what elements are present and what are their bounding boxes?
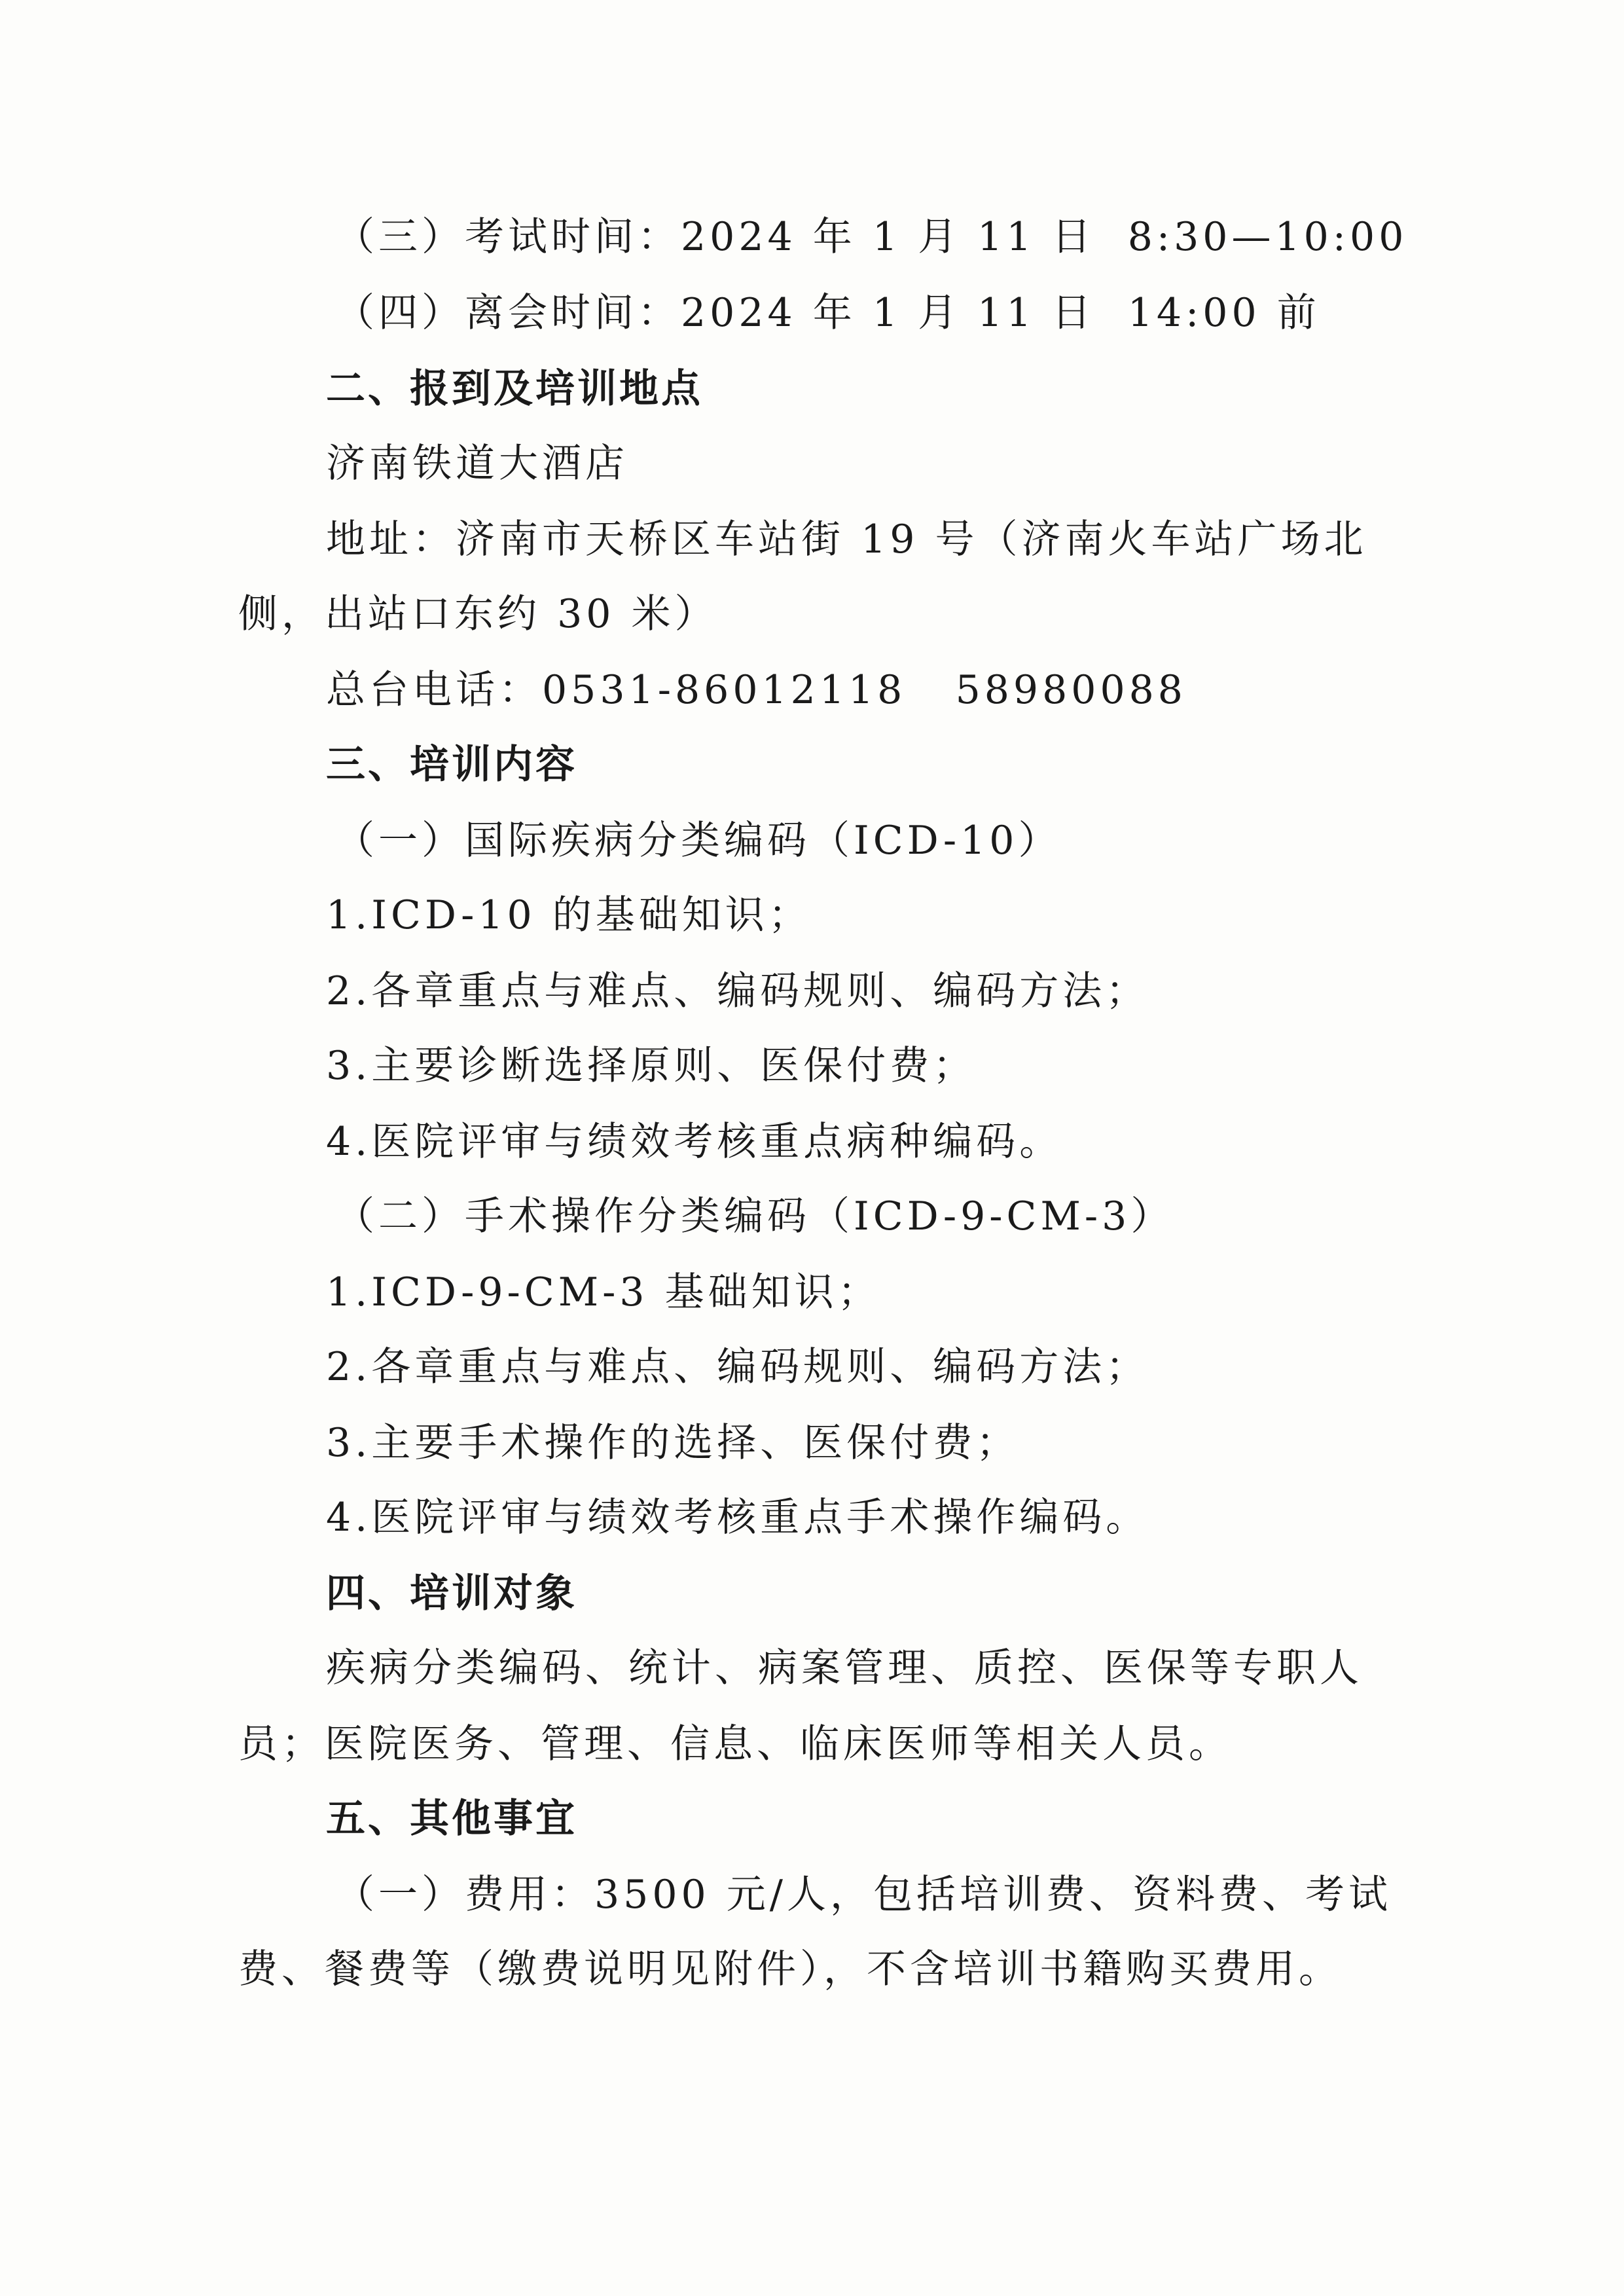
exam-time-line: （三）考试时间：2024 年 1 月 11 日 8:30—10:00: [335, 214, 1408, 260]
front-desk-phone: 总台电话：0531-86012118 58980088: [326, 667, 1187, 713]
address-line-1: 地址：济南市天桥区车站街 19 号（济南火车站广场北: [326, 517, 1367, 562]
icd10-item-2: 2.各章重点与难点、编码规则、编码方法；: [326, 968, 1149, 1014]
section-heading-registration: 二、报到及培训地点: [326, 366, 703, 412]
icd9cm3-item-2: 2.各章重点与难点、编码规则、编码方法；: [326, 1344, 1149, 1390]
hotel-name: 济南铁道大酒店: [326, 441, 628, 486]
fee-line-1: （一）费用：3500 元/人，包括培训费、资料费、考试: [335, 1872, 1392, 1918]
icd10-item-1: 1.ICD-10 的基础知识；: [326, 892, 812, 938]
icd10-item-4: 4.医院评审与绩效考核重点病种编码。: [326, 1119, 1063, 1165]
audience-line-2: 员；医院医务、管理、信息、临床医师等相关人员。: [238, 1721, 1232, 1767]
icd9cm3-item-4: 4.医院评审与绩效考核重点手术操作编码。: [326, 1495, 1149, 1540]
audience-line-1: 疾病分类编码、统计、病案管理、质控、医保等专职人: [326, 1645, 1363, 1691]
subsection-icd9cm3: （二）手术操作分类编码（ICD-9-CM-3）: [335, 1194, 1174, 1239]
fee-line-2: 费、餐费等（缴费说明见附件），不含培训书籍购买费用。: [238, 1946, 1342, 1992]
section-heading-other: 五、其他事宜: [326, 1796, 577, 1842]
departure-time-line: （四）离会时间：2024 年 1 月 11 日 14:00 前: [335, 290, 1320, 336]
icd9cm3-item-3: 3.主要手术操作的选择、医保付费；: [326, 1420, 1020, 1466]
address-line-2: 侧，出站口东约 30 米）: [238, 591, 718, 637]
section-heading-content: 三、培训内容: [326, 742, 577, 788]
section-heading-audience: 四、培训对象: [326, 1571, 577, 1616]
icd9cm3-item-1: 1.ICD-9-CM-3 基础知识；: [326, 1269, 881, 1315]
subsection-icd10: （一）国际疾病分类编码（ICD-10）: [335, 818, 1062, 864]
icd10-item-3: 3.主要诊断选择原则、医保付费；: [326, 1043, 977, 1089]
